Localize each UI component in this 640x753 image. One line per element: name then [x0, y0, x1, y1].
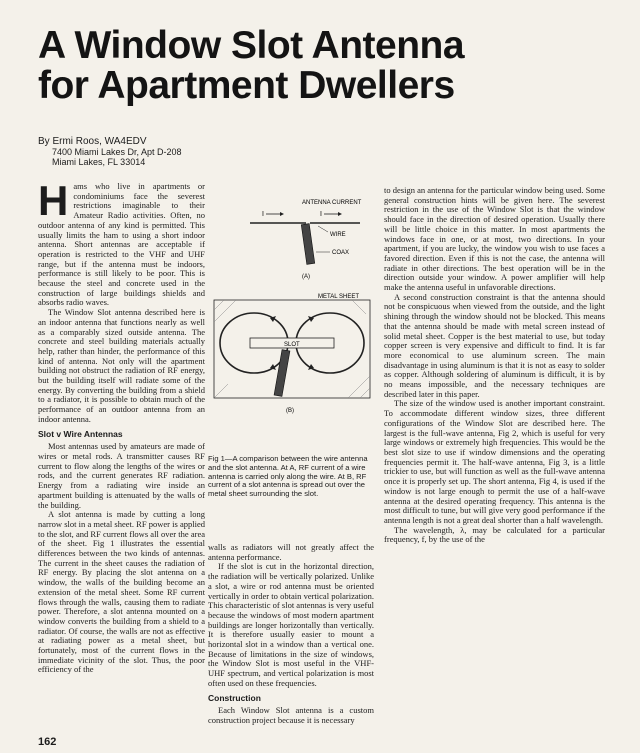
paragraph: A slot antenna is made by cutting a long narrow slot in a metal sheet. RF power is applied to the slot, and RF current flows all over the area of the sheet. Fig 1 illustrates the essential differences between the two kinds of antennas. The current in the sheet causes the radiation of RF energy. By placing the slot antenna on a window, the walls of the building become an extension of the metal sheet. Some RF current flows through the walls, causing them to radiate power. Therefore, a slot antenna mounted on a window converts the building from a shield to a radiator. Of course, the walls are not as effective at radiating power as a metal sheet, but fortunately, most of the current flows in the immediate vicinity of the slot. Thus, the poor efficiency of the [38, 509, 205, 675]
column-2 [208, 543, 374, 726]
wire-label: WIRE [330, 232, 346, 238]
drop-cap: H [38, 177, 69, 224]
byline [38, 137, 182, 167]
slot-feed-coax [274, 350, 290, 397]
paragraph: The wavelength, λ, may be calculated for a particular frequency, f, by the use of the [384, 524, 605, 545]
figure-1-caption: Fig 1—A comparison between the wire antenna and the slot antenna. At A, RF current of a wire antenna is carried only along the wire. At B, RF current of a slot antenna is spread out over the metal sheet surrounding the slot. [208, 454, 368, 499]
current-arrowhead-2 [338, 212, 342, 216]
intro-text: ams who live in apartments or condominiums face the severest restrictions imaginable to their Amateur Radio activities. Often, no outdoor antenna of any kind is permitted. This usually limits the ham to using a short indoor antenna. Short antennas are acceptable if operation is restricted to the VHF and UHF range, but if the antenna must be indoors, performance is still likely to be poor. This is because the steel and concrete used in the construction of large buildings shields and absorbs radio waves. [38, 181, 205, 308]
author-address-city: Miami Lakes, FL 33014 [52, 157, 146, 167]
section-heading-slot-v-wire: Slot v Wire Antennas [38, 428, 123, 439]
paragraph: to design an antenna for the particular window being used. Some general construction hints will be given here. The severest restriction in the use of the Window Slot is that the window should face in the direction of desired operation. Usually there will be little choice in this matter. In most apartments the windows face in one, or at most, two directions. In your apartment, if you are lucky, the window you wish to use faces a favored direction. Even if this is not the case, the antenna will radiate in other directions. The best operation will be in the direction outside your window. A power amplifier will help make the antenna useful in unfavorable directions. [384, 185, 605, 293]
article-title [38, 26, 618, 106]
paragraph: Each Window Slot antenna is a custom construction project because it is necessary [208, 705, 374, 725]
metal-sheet-label: METAL SHEET [318, 294, 360, 300]
coax-label: COAX [332, 250, 350, 256]
section-heading-construction: Construction [208, 692, 261, 703]
antenna-current-label: ANTENNA CURRENT [302, 200, 362, 206]
page-number: 162 [38, 736, 57, 748]
part-a-label: (A) [302, 274, 310, 280]
current-label-i: I [262, 211, 264, 218]
title-line-2: for Apartment Dwellers [38, 64, 455, 107]
author-address-street: 7400 Miami Lakes Dr, Apt D-208 [52, 147, 182, 157]
slot-label: SLOT [284, 342, 300, 348]
intro-paragraph [38, 177, 205, 308]
current-arrowhead [280, 212, 284, 216]
coax-cable [301, 224, 314, 265]
column-3 [384, 186, 605, 545]
metal-sheet [214, 300, 370, 398]
paragraph: walls as radiators will not greatly affect the antenna performance. [208, 542, 374, 562]
title-line-1: A Window Slot Antenna [38, 24, 465, 67]
author-name: By Ermi Roos, WA4EDV [38, 136, 147, 147]
current-label-i-2: I [320, 211, 322, 218]
sheet-hatching [214, 300, 370, 398]
paragraph: The size of the window used is another important constraint. To accommodate different window sizes, three different configurations of the Window Slot are described here. The largest is the full-wave antenna, Fig 2, which is useful for very large windows or extremely high frequencies. This would be the best slot size to use if window dimensions and the operating frequencies permit it. The half-wave antenna, Fig 3, is a little trickier to use, but will function as well as the full-wave antenna once it is properly set up. The short antenna, Fig 4, is used if the window is not large enough to permit the use of a half-wave antenna at the desired operating frequency. This antenna is the most difficult to tune, but will give very good performance if the antenna length is not a great deal shorter than a half wavelength. [384, 398, 605, 525]
paragraph: A second construction constraint is that the antenna should not be conspicuous when viewed from the outside, and the light shining through the window should not be blocked. This means that the antenna should be made with metal screen instead of solid metal sheet. Copper is the best material to use, but today copper screen is very expensive and difficult to find. It is far more economical to use aluminum screen. The main disadvantage in using aluminum is that it is not as easy to solder as copper. Although soldering of aluminum is difficult, it is by no means impossible, and the necessary techniques are described later in this paper. [384, 291, 605, 399]
part-b-label: (B) [286, 408, 294, 414]
figure-1-diagram [210, 186, 375, 451]
paragraph: Most antennas used by amateurs are made of wires or metal rods. A transmitter causes RF current to flow along the lengths of the wires or rods, and the current generates RF radiation. Energy from a radiating wire inside an apartment building is attenuated by the walls of the building. [38, 441, 205, 510]
column-1 [38, 177, 205, 675]
paragraph: The Window Slot antenna described here is an indoor antenna that functions nearly as well as a comparably sized outside antenna. The concrete and steel building materials actually help, rather than hinder, the performance of this kind of antenna. Not only will the apartment building not obstruct the radiation of RF energy, but the building itself will radiate some of the energy. By converting the building from a shield to a radiator, it is possible to obtain much of the performance of an outdoor antenna from an indoor antenna. [38, 307, 205, 424]
wire-pointer [318, 226, 328, 232]
paragraph: If the slot is cut in the horizontal direction, the radiation will be vertically polarized. Unlike a slot, a wire or rod antenna must be oriented vertically in order to obtain vertical polarization. This characteristic of slot antennas is very useful because the windows of most modern apartment buildings are longer horizontally than vertically. It is therefore usually easier to mount a horizontal slot in a window than a vertical one. Because of limitations in the size of windows, the Window Slot is most useful in the VHF-UHF spectrum, and vertical polarization is most often used on these frequencies. [208, 561, 374, 688]
